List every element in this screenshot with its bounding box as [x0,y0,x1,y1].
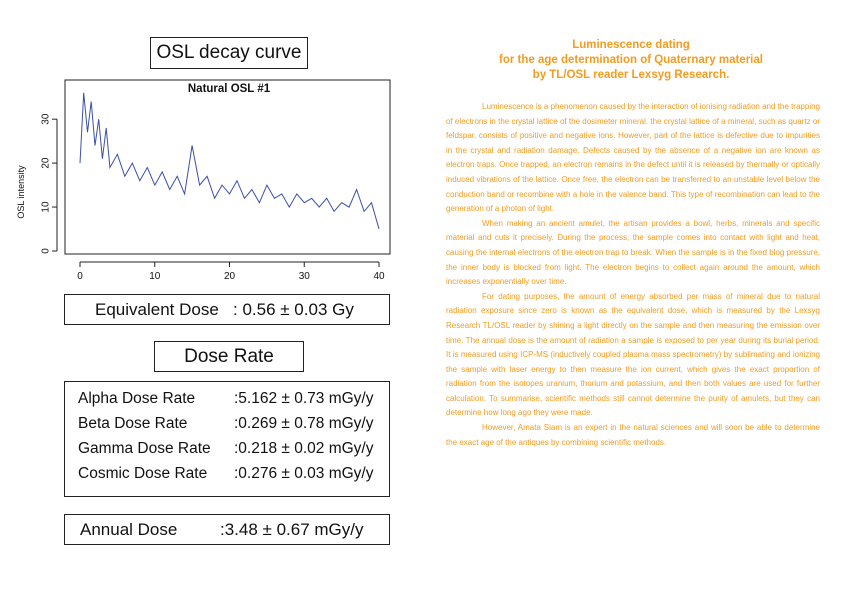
chart-title: Natural OSL #1 [187,83,271,95]
y-tick-label: 20 [40,157,52,169]
dose-rate-row [78,390,388,412]
y-axis-label: OSL intensity [16,165,26,219]
annual-dose-label: Annual Dose [80,520,178,539]
heading-line: for the age determination of Quaternary material [499,54,763,66]
paragraph: However, Amata Siam is an expert in the natural sciences and will soon be able to determine the exact age of the antiques by combining scientific methods. [446,423,820,447]
dose-rate-title-box [154,341,304,372]
x-tick-label: 10 [149,271,161,282]
y-tick-label: 10 [40,201,52,213]
dose-rate-label: Alpha Dose Rate [78,390,196,407]
dose-rate-row [78,440,388,462]
dose-rate-label: Cosmic Dose Rate [78,465,208,482]
paragraph: When making an ancient amulet, the artisan provides a bowl, herbs, minerals and specific material and cuts it precisely. During the process, the sample comes into contact with light and heat, causing the internal electrons of the electron trap to break. When the sample is in the fixed blog pressure, the inner body is blocked from light. The electron begins to collect again around the amount, which increases exponentially over time. [446,218,820,287]
osl-title: OSL decay curve [156,42,302,63]
annual-dose-box [64,514,390,545]
dose-rate-row [78,415,388,437]
x-tick-label: 30 [298,271,310,282]
x-tick-label: 20 [223,271,236,282]
x-axis [77,262,385,282]
dose-rate-label: Gamma Dose Rate [78,440,211,457]
osl-decay-chart [0,70,400,288]
osl-title-box [150,37,308,69]
dose-rates-box [64,381,390,497]
heading-line: Luminescence dating [572,39,690,51]
annual-dose-value: :3.48 ± 0.67 mGy/y [220,520,364,539]
dose-rate-row [78,465,388,487]
y-axis [41,113,58,254]
y-tick-label: 0 [40,248,52,254]
document-heading [420,38,842,83]
dose-rate-value: :0.276 ± 0.03 mGy/y [234,465,374,482]
equivalent-dose-label: Equivalent Dose [95,300,219,319]
equivalent-dose-value: : 0.56 ± 0.03 Gy [233,300,354,319]
paragraph: For dating purposes, the amount of energy absorbed per mass of mineral due to natural radiation exposure since zero is known as the equivalent dose, which is measured by the Lexsyg Research TL/OSL reader by shining a light directly on the sample and then measuring the emission over time. The annual dose is the amount of radiation a sample is exposed to per year during its burial period. It is measured using ICP-MS (inductively coupled plasma mass spectrometry) by sublimating and ionizing the sample with laser energy to then measure the ion current, which gives the exact proportion of radiation from the isotopes uranium, thorium and potassium, and then both values are used for further calculation. To summarise, scientific methods still cannot determine the purity of amulets, but they can determine how long ago they were made. [446,291,820,418]
plot-frame [65,80,390,254]
osl-series-line [80,93,379,229]
dose-rate-value: :0.269 ± 0.78 mGy/y [234,415,374,432]
heading-line: by TL/OSL reader Lexsyg Research. [532,69,730,81]
dose-rate-title: Dose Rate [184,345,274,367]
x-tick-label: 0 [77,271,83,282]
paragraph: Luminescence is a phenomenon caused by the interaction of ionising radiation and the trapping of electrons in the crystal lattice of the dosimeter mineral. the crystal lattice of a mineral, such as quartz or feldspar, consists of positive and negative ions. However, part of the lattice is defective due to impurities in the crystal and radiation damage. Defects caused by the absence of a negative ion are known as electron traps. Once trapped, an electron remains in the defect until it is released by thermally or optically induced vibrations of the lattice. Once free, the electron can be transferred to an unstable level below the conduction band or recombine with a hole in the valence band. This type of recombination can lead to the generation of a photon of light. [446,102,820,214]
y-tick-label: 30 [40,113,52,125]
equivalent-dose-box [64,294,390,325]
dose-rate-value: :0.218 ± 0.02 mGy/y [234,440,374,457]
document-body [446,100,820,450]
dose-rate-label: Beta Dose Rate [78,415,188,432]
x-tick-label: 40 [373,271,385,282]
dose-rate-value: :5.162 ± 0.73 mGy/y [234,390,374,407]
